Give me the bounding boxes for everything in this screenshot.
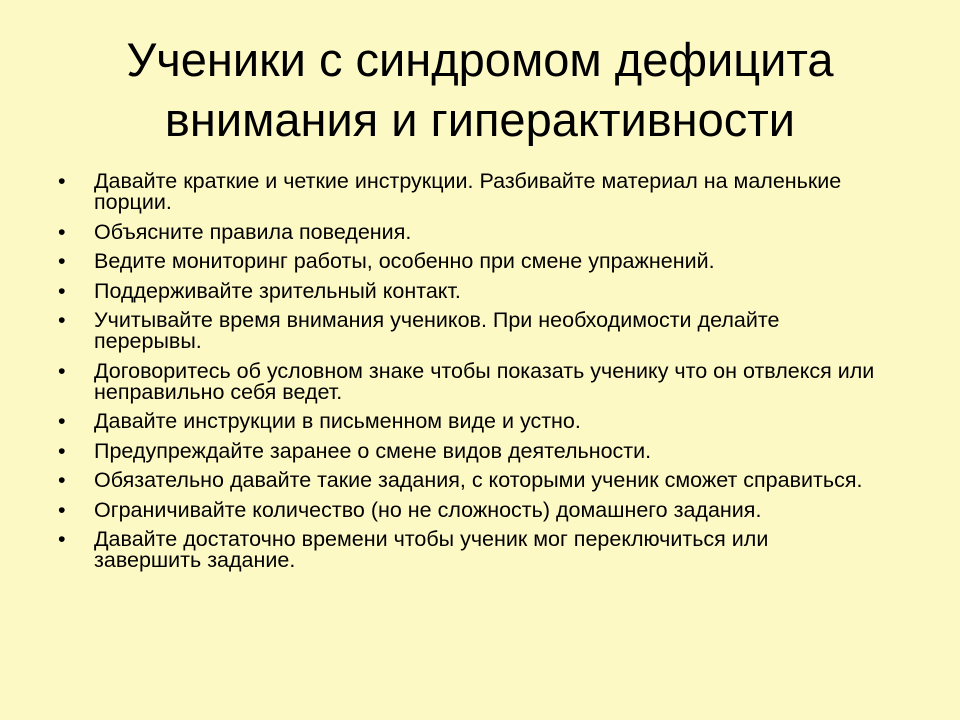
bullet-item-1	[58, 171, 878, 213]
bullet-dot-icon: •	[58, 358, 66, 383]
bullet-text: Поддерживайте зрительный контакт.	[94, 278, 461, 303]
bullet-item-10	[58, 497, 878, 522]
bullet-text: Давайте инструкции в письменном виде и устно.	[94, 409, 581, 433]
bullet-list	[58, 171, 878, 580]
slide-title-line-1: Ученики с синдромом дефицита	[126, 33, 834, 86]
bullet-text: Учитывайте время внимания учеников. При необходимости делайте перерывы.	[94, 308, 780, 353]
bullet-dot-icon: •	[58, 169, 66, 193]
bullet-text: Ограничивайте количество (но не сложность) домашнего задания.	[94, 497, 762, 522]
bullet-item-11	[58, 529, 878, 571]
bullet-dot-icon: •	[58, 219, 66, 244]
bullet-dot-icon: •	[58, 409, 66, 433]
bullet-dot-icon: •	[58, 497, 66, 522]
bullet-text: Предупреждайте заранее о смене видов деятельности.	[94, 438, 652, 463]
bullet-item-2	[58, 219, 878, 244]
bullet-dot-icon: •	[58, 438, 66, 463]
bullet-dot-icon: •	[58, 249, 66, 273]
bullet-text: Обязательно давайте такие задания, с которыми ученик сможет справиться.	[94, 468, 863, 492]
bullet-text: Договоритесь об условном знаке чтобы показать ученику что он отвлекся или неправильно себя ведет.	[94, 358, 875, 404]
bullet-dot-icon: •	[58, 468, 66, 492]
bullet-item-3	[58, 251, 878, 272]
bullet-dot-icon: •	[58, 308, 66, 332]
bullet-text: Ведите мониторинг работы, особенно при смене упражнений.	[94, 249, 715, 273]
slide-title-line-2: внимания и гиперактивности	[164, 93, 796, 146]
bullet-item-5	[58, 310, 878, 352]
slide-title	[40, 30, 920, 150]
bullet-item-7	[58, 411, 878, 432]
bullet-text: Давайте достаточно времени чтобы ученик мог переключиться или завершить задание.	[94, 527, 769, 572]
bullet-item-9	[58, 470, 878, 491]
bullet-text: Объясните правила поведения.	[94, 219, 412, 244]
bullet-item-8	[58, 438, 878, 463]
bullet-item-6	[58, 358, 878, 404]
bullet-dot-icon: •	[58, 278, 66, 303]
bullet-item-4	[58, 278, 878, 303]
bullet-dot-icon: •	[58, 527, 66, 551]
bullet-text: Давайте краткие и четкие инструкции. Разбивайте материал на маленькие порции.	[94, 169, 842, 214]
